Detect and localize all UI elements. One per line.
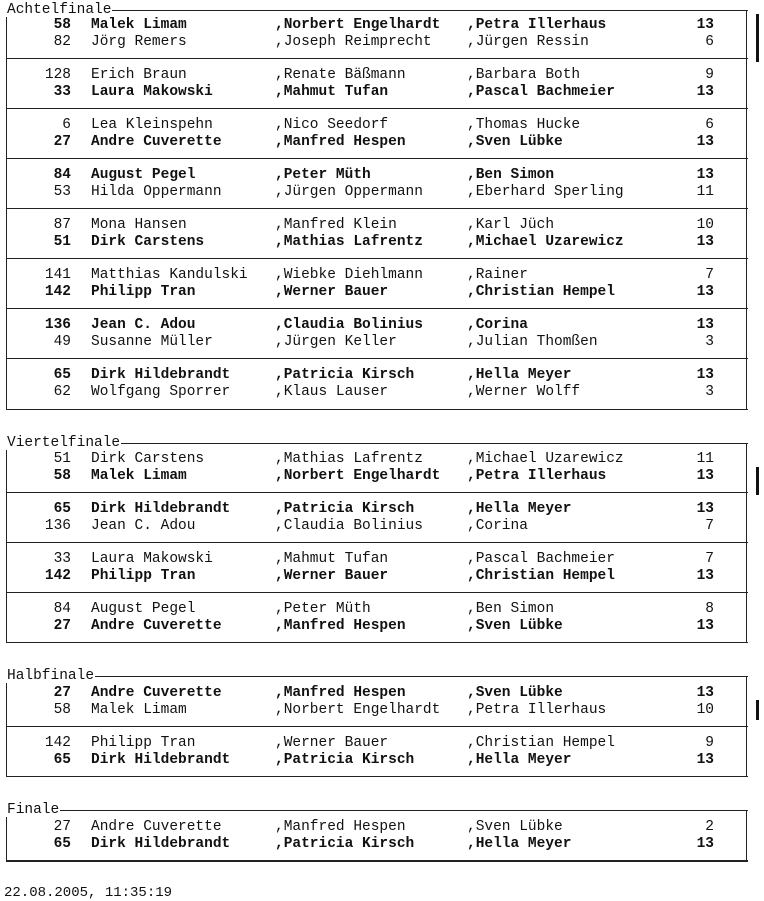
margin-mark	[756, 34, 759, 62]
match-entry	[6, 167, 748, 207]
team-seed: 6	[62, 117, 71, 133]
team-score: 13	[696, 618, 714, 634]
team-seed: 128	[44, 67, 71, 83]
player-one: Philipp Tran	[91, 568, 196, 584]
round-title: Achtelfinale	[7, 2, 112, 18]
player-one: Andre Cuverette	[91, 685, 222, 701]
team-seed: 142	[44, 568, 71, 584]
player-two: ,Norbert Engelhardt	[275, 17, 441, 33]
player-one: Laura Makowski	[91, 551, 213, 567]
player-two: ,Peter Müth	[275, 167, 371, 183]
team-row	[6, 317, 748, 334]
player-two: ,Claudia Bolinius	[275, 518, 423, 534]
team-row	[6, 234, 748, 251]
team-row	[6, 34, 748, 51]
player-two: ,Manfred Hespen	[275, 819, 406, 835]
team-seed: 27	[53, 819, 71, 835]
round-title: Finale	[7, 802, 60, 818]
match-entry	[6, 67, 748, 107]
round-header-rule	[6, 676, 748, 677]
player-one: Jörg Remers	[91, 34, 187, 50]
print-timestamp: 22.08.2005, 11:35:19	[4, 885, 173, 901]
team-score: 6	[705, 117, 714, 133]
team-score: 13	[696, 167, 714, 183]
player-two: ,Renate Bäßmann	[275, 67, 406, 83]
player-one: Malek Limam	[91, 17, 187, 33]
match-entry	[6, 17, 748, 57]
player-two: ,Werner Bauer	[275, 735, 389, 751]
match-separator	[6, 592, 748, 593]
team-seed: 142	[44, 284, 71, 300]
player-two: ,Jürgen Oppermann	[275, 184, 423, 200]
player-one: Philipp Tran	[91, 284, 196, 300]
round-header-rule	[6, 810, 748, 811]
team-score: 9	[705, 67, 714, 83]
team-row	[6, 551, 748, 568]
match-entry	[6, 451, 748, 491]
player-two: ,Patricia Kirsch	[275, 752, 415, 768]
match-entry	[6, 267, 748, 307]
team-score: 13	[696, 836, 714, 852]
player-three: ,Jürgen Ressin	[467, 34, 589, 50]
team-seed: 65	[53, 836, 71, 852]
player-one: Andre Cuverette	[91, 134, 222, 150]
round-title: Viertelfinale	[7, 435, 121, 451]
player-one: Lea Kleinspehn	[91, 117, 213, 133]
player-one: Andre Cuverette	[91, 819, 222, 835]
team-row	[6, 167, 748, 184]
team-score: 3	[705, 384, 714, 400]
player-three: ,Pascal Bachmeier	[467, 84, 615, 100]
player-three: ,Petra Illerhaus	[467, 468, 607, 484]
team-seed: 58	[53, 702, 71, 718]
team-seed: 53	[53, 184, 71, 200]
team-score: 13	[696, 17, 714, 33]
player-three: ,Michael Uzarewicz	[467, 451, 624, 467]
team-score: 2	[705, 819, 714, 835]
team-score: 11	[696, 184, 714, 200]
player-three: ,Sven Lübke	[467, 134, 563, 150]
team-seed: 49	[53, 334, 71, 350]
match-entry	[6, 551, 748, 591]
player-one: Wolfgang Sporrer	[91, 384, 231, 400]
team-row	[6, 618, 748, 635]
team-row	[6, 468, 748, 485]
team-score: 13	[696, 685, 714, 701]
match-entry	[6, 685, 748, 725]
player-one: Hilda Oppermann	[91, 184, 222, 200]
player-two: ,Werner Bauer	[275, 284, 389, 300]
team-seed: 27	[53, 134, 71, 150]
match-separator	[6, 158, 748, 159]
match-entry	[6, 217, 748, 257]
player-two: ,Werner Bauer	[275, 568, 389, 584]
player-two: ,Manfred Hespen	[275, 134, 406, 150]
player-three: ,Sven Lübke	[467, 685, 563, 701]
team-row	[6, 568, 748, 585]
player-two: ,Joseph Reimprecht	[275, 34, 432, 50]
match-entry	[6, 735, 748, 775]
team-score: 13	[696, 317, 714, 333]
player-one: Dirk Hildebrandt	[91, 501, 231, 517]
team-score: 13	[696, 234, 714, 250]
team-seed: 84	[53, 167, 71, 183]
match-separator	[6, 358, 748, 359]
team-seed: 142	[44, 735, 71, 751]
player-two: ,Patricia Kirsch	[275, 367, 415, 383]
player-two: ,Mahmut Tufan	[275, 551, 389, 567]
team-score: 9	[705, 735, 714, 751]
player-one: Matthias Kandulski	[91, 267, 248, 283]
player-one: Mona Hansen	[91, 217, 187, 233]
player-three: ,Julian Thomßen	[467, 334, 598, 350]
team-score: 8	[705, 601, 714, 617]
player-three: ,Sven Lübke	[467, 618, 563, 634]
team-score: 13	[696, 84, 714, 100]
team-score: 13	[696, 752, 714, 768]
team-seed: 136	[44, 317, 71, 333]
round-bottom-rule	[6, 409, 748, 410]
team-score: 13	[696, 501, 714, 517]
team-row	[6, 117, 748, 134]
player-two: ,Manfred Klein	[275, 217, 397, 233]
player-two: ,Mathias Lafrentz	[275, 451, 423, 467]
player-two: ,Norbert Engelhardt	[275, 702, 441, 718]
margin-mark	[756, 700, 759, 720]
team-row	[6, 735, 748, 752]
team-seed: 62	[53, 384, 71, 400]
player-two: ,Claudia Bolinius	[275, 317, 423, 333]
team-seed: 82	[53, 34, 71, 50]
player-one: August Pegel	[91, 167, 196, 183]
player-one: Erich Braun	[91, 67, 187, 83]
match-entry	[6, 367, 748, 407]
player-two: ,Manfred Hespen	[275, 618, 406, 634]
team-row	[6, 17, 748, 34]
player-three: ,Corina	[467, 518, 528, 534]
player-one: Malek Limam	[91, 702, 187, 718]
team-score: 13	[696, 367, 714, 383]
team-score: 10	[696, 702, 714, 718]
team-score: 13	[696, 134, 714, 150]
team-row	[6, 601, 748, 618]
player-two: ,Mahmut Tufan	[275, 84, 389, 100]
player-three: ,Hella Meyer	[467, 501, 572, 517]
player-three: ,Hella Meyer	[467, 752, 572, 768]
player-one: Jean C. Adou	[91, 317, 196, 333]
player-three: ,Hella Meyer	[467, 836, 572, 852]
margin-mark	[756, 467, 759, 495]
team-seed: 84	[53, 601, 71, 617]
team-score: 13	[696, 568, 714, 584]
team-row	[6, 752, 748, 769]
team-seed: 141	[44, 267, 71, 283]
match-separator	[6, 108, 748, 109]
team-row	[6, 134, 748, 151]
player-three: ,Werner Wolff	[467, 384, 581, 400]
team-score: 11	[696, 451, 714, 467]
team-row	[6, 267, 748, 284]
team-score: 7	[705, 551, 714, 567]
match-entry	[6, 117, 748, 157]
player-two: ,Nico Seedorf	[275, 117, 389, 133]
team-row	[6, 384, 748, 401]
match-entry	[6, 501, 748, 541]
team-seed: 33	[53, 551, 71, 567]
team-score: 10	[696, 217, 714, 233]
team-score: 3	[705, 334, 714, 350]
player-three: ,Christian Hempel	[467, 568, 615, 584]
match-entry	[6, 601, 748, 641]
team-row	[6, 836, 748, 853]
team-score: 7	[705, 518, 714, 534]
match-entry	[6, 819, 748, 859]
player-three: ,Rainer	[467, 267, 528, 283]
player-three: ,Ben Simon	[467, 601, 555, 617]
player-two: ,Patricia Kirsch	[275, 501, 415, 517]
player-three: ,Petra Illerhaus	[467, 702, 607, 718]
player-two: ,Mathias Lafrentz	[275, 234, 423, 250]
player-three: ,Michael Uzarewicz	[467, 234, 624, 250]
margin-mark	[756, 14, 759, 34]
player-one: Dirk Carstens	[91, 451, 205, 467]
player-three: ,Karl Jüch	[467, 217, 555, 233]
round-title: Halbfinale	[7, 668, 95, 684]
team-row	[6, 67, 748, 84]
round-header-rule	[6, 10, 748, 11]
match-separator	[6, 308, 748, 309]
match-entry	[6, 317, 748, 357]
team-row	[6, 685, 748, 702]
team-score: 6	[705, 34, 714, 50]
team-seed: 65	[53, 501, 71, 517]
player-three: ,Eberhard Sperling	[467, 184, 624, 200]
team-row	[6, 702, 748, 719]
team-seed: 27	[53, 685, 71, 701]
team-row	[6, 184, 748, 201]
team-row	[6, 367, 748, 384]
player-three: ,Corina	[467, 317, 528, 333]
team-score: 13	[696, 468, 714, 484]
team-score: 7	[705, 267, 714, 283]
player-two: ,Manfred Hespen	[275, 685, 406, 701]
team-seed: 65	[53, 752, 71, 768]
match-separator	[6, 58, 748, 59]
match-separator	[6, 726, 748, 727]
round-bottom-rule	[6, 860, 748, 862]
team-score: 13	[696, 284, 714, 300]
player-one: Malek Limam	[91, 468, 187, 484]
player-three: ,Petra Illerhaus	[467, 17, 607, 33]
team-row	[6, 217, 748, 234]
team-seed: 65	[53, 367, 71, 383]
match-separator	[6, 258, 748, 259]
match-separator	[6, 208, 748, 209]
team-seed: 33	[53, 84, 71, 100]
player-three: ,Ben Simon	[467, 167, 555, 183]
player-two: ,Klaus Lauser	[275, 384, 389, 400]
team-row	[6, 334, 748, 351]
player-one: Susanne Müller	[91, 334, 213, 350]
team-row	[6, 501, 748, 518]
round-bottom-rule	[6, 776, 748, 777]
player-one: Philipp Tran	[91, 735, 196, 751]
team-row	[6, 284, 748, 301]
player-one: Dirk Hildebrandt	[91, 367, 231, 383]
team-row	[6, 84, 748, 101]
player-one: Dirk Carstens	[91, 234, 205, 250]
team-seed: 51	[53, 234, 71, 250]
player-three: ,Sven Lübke	[467, 819, 563, 835]
player-three: ,Hella Meyer	[467, 367, 572, 383]
player-two: ,Patricia Kirsch	[275, 836, 415, 852]
team-row	[6, 451, 748, 468]
player-three: ,Christian Hempel	[467, 284, 615, 300]
team-row	[6, 518, 748, 535]
team-seed: 58	[53, 17, 71, 33]
player-three: ,Barbara Both	[467, 67, 581, 83]
team-seed: 87	[53, 217, 71, 233]
team-seed: 51	[53, 451, 71, 467]
player-two: ,Norbert Engelhardt	[275, 468, 441, 484]
team-row	[6, 819, 748, 836]
team-seed: 58	[53, 468, 71, 484]
team-seed: 136	[44, 518, 71, 534]
player-one: Laura Makowski	[91, 84, 213, 100]
player-one: Andre Cuverette	[91, 618, 222, 634]
player-one: Jean C. Adou	[91, 518, 196, 534]
round-bottom-rule	[6, 642, 748, 643]
player-one: August Pegel	[91, 601, 196, 617]
team-seed: 27	[53, 618, 71, 634]
player-three: ,Christian Hempel	[467, 735, 615, 751]
player-two: ,Peter Müth	[275, 601, 371, 617]
player-one: Dirk Hildebrandt	[91, 752, 231, 768]
player-one: Dirk Hildebrandt	[91, 836, 231, 852]
player-two: ,Wiebke Diehlmann	[275, 267, 423, 283]
match-separator	[6, 492, 748, 493]
player-two: ,Jürgen Keller	[275, 334, 397, 350]
match-separator	[6, 542, 748, 543]
player-three: ,Thomas Hucke	[467, 117, 581, 133]
player-three: ,Pascal Bachmeier	[467, 551, 615, 567]
